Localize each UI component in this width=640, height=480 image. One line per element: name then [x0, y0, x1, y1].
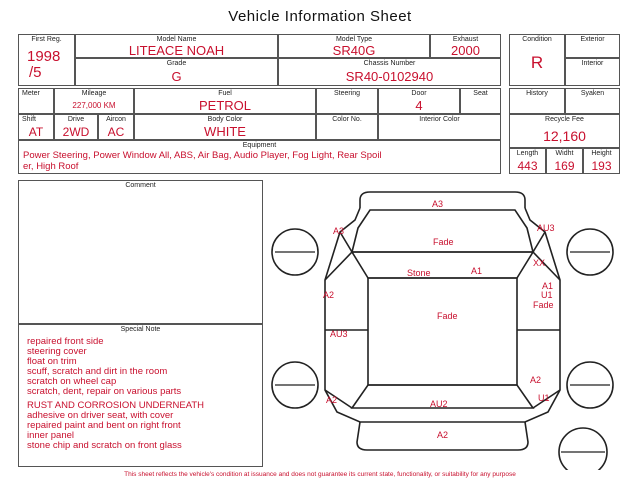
body-color-value: WHITE	[204, 124, 246, 139]
interior-color-cell	[378, 114, 501, 140]
length-value: 443	[517, 159, 538, 173]
fuel-label: Fuel	[218, 90, 232, 97]
mileage-cell	[54, 88, 134, 114]
condition-cell	[509, 34, 565, 86]
grade-label: Grade	[166, 60, 187, 67]
page-title: Vehicle Information Sheet	[228, 8, 412, 25]
footer-disclaimer: This sheet reflects the vehicle's condition at issuance and does not guarantee its current state, functionality, or suitability for any purpose	[124, 471, 516, 478]
damage-mark-right-door-u1: U1	[541, 290, 553, 300]
special-note-line: repaired paint and bent on right front	[27, 420, 181, 431]
damage-mark-right-door-a1: A1	[542, 281, 554, 291]
condition-label: Condition	[522, 36, 552, 43]
damage-mark-left-a2: A2	[323, 290, 335, 300]
history-label: History	[526, 90, 548, 97]
interior-color-label: Interior Color	[419, 116, 460, 123]
exhaust-label: Exhaust	[452, 36, 479, 43]
shift-label: Shift	[22, 116, 37, 123]
recycle-fee-cell	[509, 114, 620, 148]
car-damage-diagram	[265, 180, 620, 470]
equipment-cell	[18, 140, 501, 174]
special-note-line: scratch, dent, repair on various parts	[27, 386, 182, 397]
chassis-number-cell	[278, 58, 501, 86]
recycle-fee-value: 12,160	[543, 128, 586, 144]
exhaust-cell	[430, 34, 501, 58]
length-label: Length	[516, 150, 539, 157]
damage-mark-right-front: AU3	[537, 223, 555, 233]
special-note-label: Special Note	[120, 326, 161, 333]
special-note-line: float on trim	[27, 356, 77, 367]
special-note-line: adhesive on driver seat, with cover	[27, 410, 174, 421]
exterior-cell	[565, 34, 620, 58]
mileage-value: 227,000 KM	[72, 101, 116, 110]
drive-label: Drive	[67, 116, 85, 123]
color-no-cell	[316, 114, 378, 140]
steering-label: Steering	[333, 90, 361, 97]
equipment-line-1: Power Steering, Power Window All, ABS, Air Bag, Audio Player, Fog Light, Rear Spoil	[23, 150, 382, 161]
height-label: Height	[591, 150, 612, 157]
roof-outline	[368, 278, 517, 385]
special-note-list	[27, 337, 204, 451]
meter-label: Meter	[22, 90, 40, 97]
equipment-label: Equipment	[242, 142, 277, 149]
interior-label: Interior	[581, 60, 604, 67]
damage-mark-bottom: A2	[437, 430, 449, 440]
history-cell	[509, 88, 565, 114]
mileage-label: Mileage	[81, 90, 107, 97]
damage-mark-right-rear-u1: U1	[538, 393, 550, 403]
width-value: 169	[554, 159, 575, 173]
width-cell	[546, 148, 583, 174]
equipment-line-2: er, High Roof	[23, 161, 79, 172]
body-color-label: Body Color	[207, 116, 243, 123]
drive-value: 2WD	[62, 125, 90, 139]
aircon-value: AC	[107, 125, 125, 139]
door-value: 4	[415, 98, 423, 113]
body-color-cell	[134, 114, 316, 140]
shift-cell	[18, 114, 54, 140]
door-label: Door	[411, 90, 427, 97]
recycle-fee-label: Recycle Fee	[545, 116, 584, 123]
chassis-number-label: Chassis Number	[363, 60, 416, 67]
first-reg-label: First Reg.	[31, 36, 62, 43]
first-reg-month: /5	[29, 64, 42, 81]
special-note-line: RUST AND CORROSION UNDERNEATH	[27, 400, 204, 411]
special-note-line: stone chip and scratch on front glass	[27, 440, 182, 451]
damage-mark-hood: Fade	[433, 237, 454, 247]
model-type-value: SR40G	[332, 43, 376, 58]
width-label: Widht	[555, 150, 574, 157]
seat-label: Seat	[473, 90, 488, 97]
windshield-outline	[352, 252, 533, 278]
spare-wheel	[559, 428, 607, 470]
grade-cell	[75, 58, 278, 86]
meter-cell	[18, 88, 54, 114]
special-note-line: scratch on wheel cap	[27, 376, 117, 387]
damage-mark-rear: AU2	[430, 399, 448, 409]
condition-value: R	[530, 53, 544, 72]
special-note-line: steering cover	[27, 346, 87, 357]
aircon-label: Aircon	[106, 116, 126, 123]
special-note-box	[18, 324, 263, 467]
damage-mark-left-rear-a2: A2	[326, 395, 338, 405]
damage-mark-left-au3: AU3	[330, 329, 348, 339]
steering-cell	[316, 88, 378, 114]
comment-label: Comment	[125, 182, 156, 189]
model-name-value: LITEACE NOAH	[128, 43, 225, 58]
damage-mark-windshield-stone: Stone	[407, 268, 431, 278]
door-cell	[378, 88, 460, 114]
length-cell	[509, 148, 546, 174]
shift-value: AT	[28, 125, 44, 139]
height-value: 193	[591, 159, 612, 173]
model-name-cell	[75, 34, 278, 58]
damage-mark-windshield-a1: A1	[471, 266, 483, 276]
special-note-line: scuff, scratch and dirt in the room	[27, 366, 168, 377]
interior-cell	[565, 58, 620, 86]
comment-box	[18, 180, 263, 324]
syaken-cell	[565, 88, 620, 114]
special-note-line: repaired front side	[27, 336, 104, 347]
model-type-label: Model Type	[335, 36, 373, 43]
damage-mark-right-rear-a2: A2	[530, 375, 542, 385]
exhaust-value: 2000	[451, 43, 480, 58]
model-type-cell	[278, 34, 430, 58]
model-name-label: Model Name	[156, 36, 197, 43]
first-reg-year: 1998	[27, 48, 61, 65]
damage-mark-roof: Fade	[437, 311, 458, 321]
fuel-value: PETROL	[198, 98, 251, 113]
grade-value: G	[171, 69, 182, 84]
color-no-label: Color No.	[332, 116, 362, 123]
damage-mark-right-door-fade: Fade	[533, 300, 554, 310]
syaken-label: Syaken	[580, 90, 605, 97]
exterior-label: Exterior	[580, 36, 605, 43]
aircon-cell	[98, 114, 134, 140]
damage-mark-top: A3	[432, 199, 444, 209]
damage-mark-left-front: A3	[333, 226, 345, 236]
height-cell	[583, 148, 620, 174]
fuel-cell	[134, 88, 316, 114]
drive-cell	[54, 114, 98, 140]
first-reg-cell	[18, 34, 75, 86]
seat-cell	[460, 88, 501, 114]
chassis-number-value: SR40-0102940	[345, 69, 434, 84]
damage-mark-right-xx: XX	[533, 258, 546, 268]
special-note-line: inner panel	[27, 430, 75, 441]
